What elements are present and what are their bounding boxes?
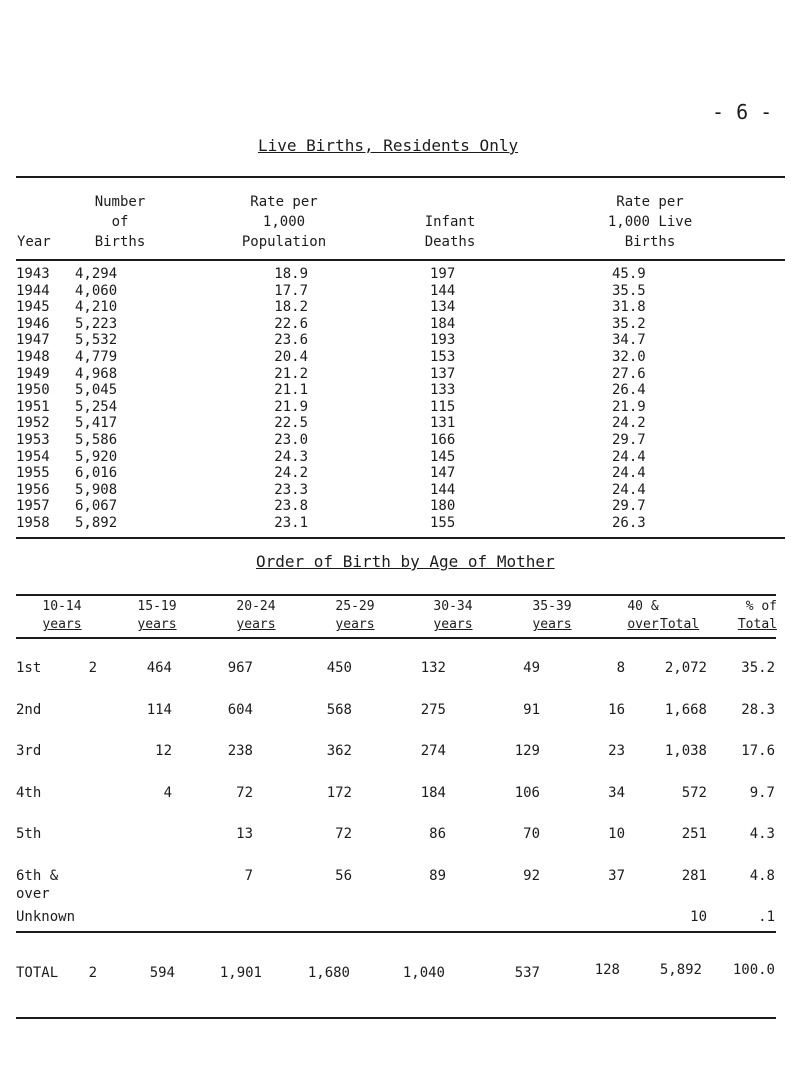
data-cell: 18.9 — [274, 266, 308, 282]
row-label: Unknown — [16, 909, 76, 925]
row-label-cont: over — [16, 885, 50, 902]
data-cell: 197 — [430, 266, 456, 282]
data-cell: 6,016 — [75, 465, 118, 482]
data-cell: 34.7 — [612, 332, 646, 349]
column-header: 40 & — [627, 599, 659, 614]
total-cell: 100.0 — [732, 962, 775, 978]
data-cell: 134 — [430, 299, 456, 316]
column-header: 10-14 — [42, 599, 82, 614]
data-cell: 5,417 — [75, 415, 118, 432]
data-cell: 49 — [523, 660, 540, 676]
total-cell: 128 — [594, 962, 620, 978]
data-cell: 72 — [236, 784, 253, 801]
table2-top-rule — [16, 594, 776, 596]
data-cell: 22.6 — [274, 315, 308, 332]
data-cell: 9.7 — [749, 784, 775, 801]
data-cell: 144 — [430, 481, 456, 498]
data-cell: 56 — [335, 867, 352, 884]
data-cell: 24.4 — [612, 465, 646, 482]
data-cell: 35.2 — [612, 315, 646, 332]
data-cell: 21.9 — [274, 398, 308, 415]
data-cell: 251 — [681, 826, 707, 842]
column-header: years — [236, 617, 276, 632]
data-cell: 184 — [430, 315, 456, 332]
data-cell: 23.8 — [274, 498, 308, 515]
data-cell: 275 — [420, 701, 446, 718]
data-cell: 28.3 — [741, 701, 775, 718]
data-cell: 5,223 — [75, 315, 118, 332]
data-cell: 23.1 — [274, 515, 308, 531]
data-cell: 29.7 — [612, 432, 646, 448]
data-cell: 23 — [608, 743, 625, 759]
data-cell: 5,532 — [75, 332, 118, 349]
year-cell: 1951 — [16, 398, 50, 415]
data-cell: 274 — [420, 743, 446, 759]
year-cell: 1956 — [16, 481, 50, 498]
table2-total-top-rule — [16, 931, 776, 933]
year-cell: 1949 — [16, 365, 50, 382]
total-cell: 1,901 — [219, 965, 262, 981]
data-cell: 72 — [335, 826, 352, 842]
data-cell: 5,254 — [75, 398, 118, 415]
data-cell: 17.7 — [274, 282, 308, 299]
data-cell: 34 — [608, 784, 625, 801]
column-header: 1,000 Live — [607, 214, 693, 230]
data-cell: 172 — [326, 784, 352, 801]
row-label: 2nd — [16, 701, 42, 718]
data-cell: 13 — [236, 826, 253, 842]
data-cell: 129 — [514, 743, 540, 759]
data-cell: 2,072 — [664, 660, 707, 676]
data-cell: 4,968 — [75, 365, 118, 382]
data-cell: 35.5 — [612, 282, 646, 299]
data-cell: 572 — [681, 784, 707, 801]
column-header: 20-24 — [236, 599, 276, 614]
column-header: of — [111, 214, 129, 230]
data-cell: 35.2 — [741, 660, 775, 676]
data-cell: 24.4 — [612, 448, 646, 465]
data-cell: 133 — [430, 382, 456, 399]
data-cell: 464 — [146, 660, 172, 676]
column-header: 35-39 — [532, 599, 572, 614]
data-cell: 4.8 — [749, 867, 775, 884]
column-header: Births — [624, 234, 676, 250]
data-cell: 4,294 — [75, 266, 118, 282]
column-header: Rate per — [250, 194, 318, 210]
data-cell: 5,892 — [75, 515, 118, 531]
table2-bottom-rule — [16, 1017, 776, 1019]
data-cell: 26.4 — [612, 382, 646, 399]
data-cell: 137 — [430, 365, 456, 382]
data-cell: 12 — [155, 743, 172, 759]
data-cell: 26.3 — [612, 515, 646, 531]
data-cell: 10 — [690, 909, 707, 925]
data-cell: 145 — [430, 448, 456, 465]
data-cell: 153 — [430, 349, 456, 365]
data-cell: 281 — [681, 867, 707, 884]
data-cell: 70 — [523, 826, 540, 842]
data-cell: 362 — [326, 743, 352, 759]
year-cell: 1948 — [16, 349, 50, 365]
data-cell: 5,920 — [75, 448, 118, 465]
row-label: 4th — [16, 784, 42, 801]
data-cell: 5,586 — [75, 432, 118, 448]
column-header: years — [137, 617, 177, 632]
data-cell: 32.0 — [612, 349, 646, 365]
data-cell: 238 — [227, 743, 253, 759]
total-cell: 1,040 — [402, 965, 445, 981]
column-header: Births — [94, 234, 146, 250]
data-cell: 21.2 — [274, 365, 308, 382]
data-cell: 23.6 — [274, 332, 308, 349]
data-cell: 450 — [326, 660, 352, 676]
data-cell: 166 — [430, 432, 456, 448]
data-cell: 967 — [227, 660, 253, 676]
data-cell: 16 — [608, 701, 625, 718]
table2-header-rule — [16, 637, 776, 639]
column-header: % of — [745, 599, 777, 614]
data-cell: 6,067 — [75, 498, 118, 515]
order-of-birth-title: Order of Birth by Age of Mother — [256, 552, 555, 571]
data-cell: 1,668 — [664, 701, 707, 718]
row-label: 5th — [16, 826, 42, 842]
year-cell: 1943 — [16, 266, 50, 282]
row-label: 3rd — [16, 743, 42, 759]
column-header: Total — [660, 617, 700, 632]
column-header: over — [627, 617, 659, 632]
data-cell: 24.4 — [612, 481, 646, 498]
data-cell: 144 — [430, 282, 456, 299]
data-cell: 23.3 — [274, 481, 308, 498]
data-cell: 37 — [608, 867, 625, 884]
total-label: TOTAL — [16, 965, 59, 981]
column-header: Rate per — [616, 194, 684, 210]
column-header: 15-19 — [137, 599, 177, 614]
data-cell: .1 — [758, 909, 775, 925]
year-cell: 1946 — [16, 315, 50, 332]
data-cell: 24.2 — [274, 465, 308, 482]
column-header: years — [532, 617, 572, 632]
column-header: years — [42, 617, 82, 632]
row-label: 6th & — [16, 867, 59, 884]
data-cell: 17.6 — [741, 743, 775, 759]
data-cell: 5,908 — [75, 481, 118, 498]
data-cell: 23.0 — [274, 432, 308, 448]
data-cell: 180 — [430, 498, 456, 515]
data-cell: 1,038 — [664, 743, 707, 759]
year-cell: 1950 — [16, 382, 50, 399]
data-cell: 89 — [429, 867, 446, 884]
data-cell: 604 — [227, 701, 253, 718]
data-cell: 131 — [430, 415, 456, 432]
table-bottom-rule — [16, 537, 785, 539]
data-cell: 155 — [430, 515, 456, 531]
page-title: Live Births, Residents Only — [258, 136, 519, 155]
year-cell: 1954 — [16, 448, 50, 465]
data-cell: 4,060 — [75, 282, 118, 299]
data-cell: 92 — [523, 867, 540, 884]
data-cell: 91 — [523, 701, 540, 718]
data-cell: 24.3 — [274, 448, 308, 465]
column-header: years — [433, 617, 473, 632]
year-cell: 1957 — [16, 498, 50, 515]
data-cell: 29.7 — [612, 498, 646, 515]
column-header: Number — [94, 194, 146, 210]
year-cell: 1944 — [16, 282, 50, 299]
column-header: Year — [17, 234, 51, 250]
year-cell: 1955 — [16, 465, 50, 482]
year-cell: 1945 — [16, 299, 50, 316]
data-cell: 106 — [514, 784, 540, 801]
total-cell: 537 — [514, 965, 540, 981]
data-cell: 45.9 — [612, 266, 646, 282]
data-cell: 27.6 — [612, 365, 646, 382]
data-cell: 115 — [430, 398, 456, 415]
data-cell: 18.2 — [274, 299, 308, 316]
data-cell: 4 — [163, 784, 172, 801]
data-cell: 184 — [420, 784, 446, 801]
page-number: - 6 - — [712, 100, 773, 124]
data-cell: 21.9 — [612, 398, 646, 415]
header-bottom-rule — [16, 259, 785, 261]
total-cell: 594 — [149, 965, 175, 981]
column-header: 25-29 — [335, 599, 375, 614]
year-cell: 1953 — [16, 432, 50, 448]
column-header: years — [335, 617, 375, 632]
table-top-rule — [16, 176, 785, 178]
data-cell: 5,045 — [75, 382, 118, 399]
year-cell: 1947 — [16, 332, 50, 349]
data-cell: 86 — [429, 826, 446, 842]
column-header: Total — [737, 617, 777, 632]
data-cell: 7 — [244, 867, 253, 884]
column-header: Infant — [424, 214, 476, 230]
data-cell: 4.3 — [749, 826, 775, 842]
data-cell: 193 — [430, 332, 456, 349]
data-cell: 4,779 — [75, 349, 118, 365]
data-cell: 568 — [326, 701, 352, 718]
data-cell: 2 — [88, 660, 97, 676]
total-cell: 2 — [88, 965, 97, 981]
total-cell: 5,892 — [659, 962, 702, 978]
column-header: Deaths — [424, 234, 476, 250]
column-header: 1,000 — [262, 214, 306, 230]
data-cell: 132 — [420, 660, 446, 676]
year-cell: 1952 — [16, 415, 50, 432]
data-cell: 31.8 — [612, 299, 646, 316]
column-header: 30-34 — [433, 599, 473, 614]
total-cell: 1,680 — [307, 965, 350, 981]
data-cell: 8 — [616, 660, 625, 676]
year-cell: 1958 — [16, 515, 50, 531]
data-cell: 24.2 — [612, 415, 646, 432]
column-header: Population — [241, 234, 327, 250]
data-cell: 10 — [608, 826, 625, 842]
row-label: 1st — [16, 660, 42, 676]
data-cell: 4,210 — [75, 299, 118, 316]
data-cell: 114 — [146, 701, 172, 718]
data-cell: 22.5 — [274, 415, 308, 432]
data-cell: 20.4 — [274, 349, 308, 365]
data-cell: 21.1 — [274, 382, 308, 399]
data-cell: 147 — [430, 465, 456, 482]
